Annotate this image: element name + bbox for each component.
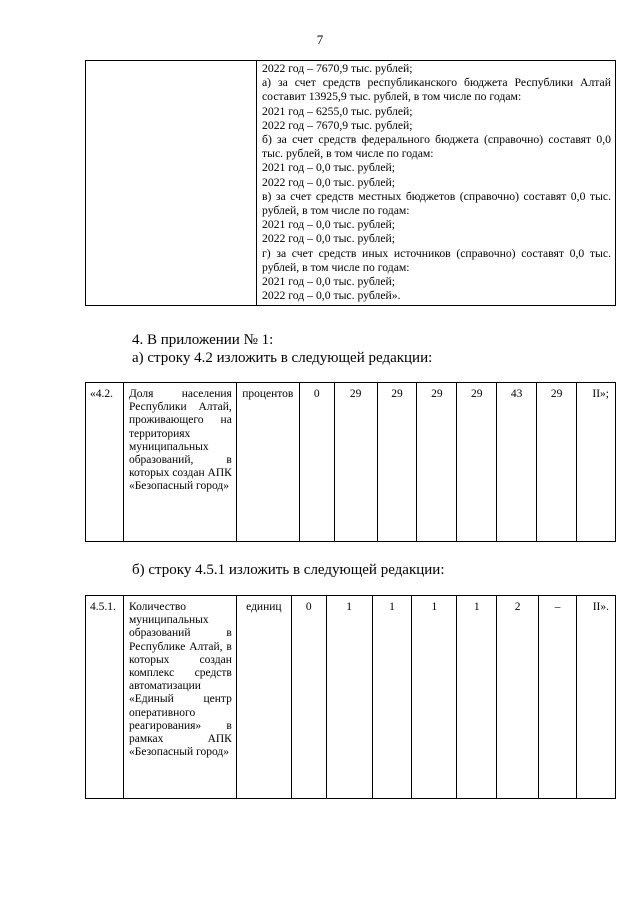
row-number: «4.2. xyxy=(86,383,124,542)
value-cell: 0 xyxy=(299,383,334,542)
value-cell: 29 xyxy=(377,383,417,542)
budget-table-empty-cell xyxy=(86,61,257,306)
budget-line: 2021 год – 0,0 тыс. рублей; xyxy=(262,161,396,175)
end-cell: II»; xyxy=(577,383,616,542)
row-number: 4.5.1. xyxy=(86,596,124,799)
budget-line: 2022 год – 7670,9 тыс. рублей; xyxy=(262,62,413,75)
row-4-5-1-table xyxy=(85,595,616,799)
value-cell: 29 xyxy=(537,383,577,542)
budget-line: 2022 год – 0,0 тыс. рублей». xyxy=(262,289,401,303)
budget-line: 2021 год – 0,0 тыс. рублей; xyxy=(262,218,396,232)
item-a-heading: а) строку 4.2 изложить в следующей редакции: xyxy=(132,350,433,366)
section4-heading: 4. В приложении № 1: xyxy=(132,332,274,348)
budget-line: 2022 год – 0,0 тыс. рублей; xyxy=(262,232,396,246)
value-cell: 1 xyxy=(457,596,497,799)
item-b-heading: б) строку 4.5.1 изложить в следующей редакции: xyxy=(132,562,445,578)
budget-line: 2022 год – 7670,9 тыс. рублей; xyxy=(262,118,413,132)
budget-line: в) за счет средств местных бюджетов (справочно) составят 0,0 тыс. рублей, в том числе по годам: xyxy=(262,189,611,218)
value-cell: 1 xyxy=(412,596,457,799)
page-number: 7 xyxy=(316,32,324,47)
budget-line: б) за счет средств федерального бюджета (справочно) составят 0,0 тыс. рублей, в том числе по годам: xyxy=(262,133,611,161)
unit-cell: процентов xyxy=(236,383,299,542)
value-cell: 1 xyxy=(372,596,412,799)
budget-line: г) за счет средств иных источников (справочно) составят 0,0 тыс. рублей, в том числе по годам: xyxy=(262,246,611,274)
value-cell: 2 xyxy=(497,596,539,799)
unit-cell: единиц xyxy=(236,596,291,799)
value-cell: – xyxy=(539,596,577,799)
value-cell: 29 xyxy=(334,383,377,542)
indicator-name: Доля населения Республики Алтай, проживающего на территориях муниципальных образований, в которых создан АПК «Безопасный город» xyxy=(123,383,236,542)
value-cell: 0 xyxy=(291,596,326,799)
budget-line: 2021 год – 0,0 тыс. рублей; xyxy=(262,275,396,289)
budget-table-text-cell xyxy=(257,61,616,306)
indicator-name: Количество муниципальных образований в Республике Алтай, в которых создан комплекс средств автоматизации «Единый центр оперативного реагирования» в рамках АПК «Безопасный город» xyxy=(123,596,236,799)
budget-table xyxy=(85,60,616,306)
value-cell: 1 xyxy=(326,596,372,799)
budget-line: 2021 год – 6255,0 тыс. рублей; xyxy=(262,104,413,118)
budget-line: 2022 год – 0,0 тыс. рублей; xyxy=(262,175,396,189)
row-4-2-table xyxy=(85,382,616,542)
budget-line: а) за счет средств республиканского бюджета Республики Алтай составит 13925,9 тыс. рублей, в том числе по годам: xyxy=(262,76,611,104)
value-cell: 29 xyxy=(417,383,457,542)
end-cell: II». xyxy=(576,596,615,799)
value-cell: 43 xyxy=(497,383,537,542)
value-cell: 29 xyxy=(457,383,497,542)
